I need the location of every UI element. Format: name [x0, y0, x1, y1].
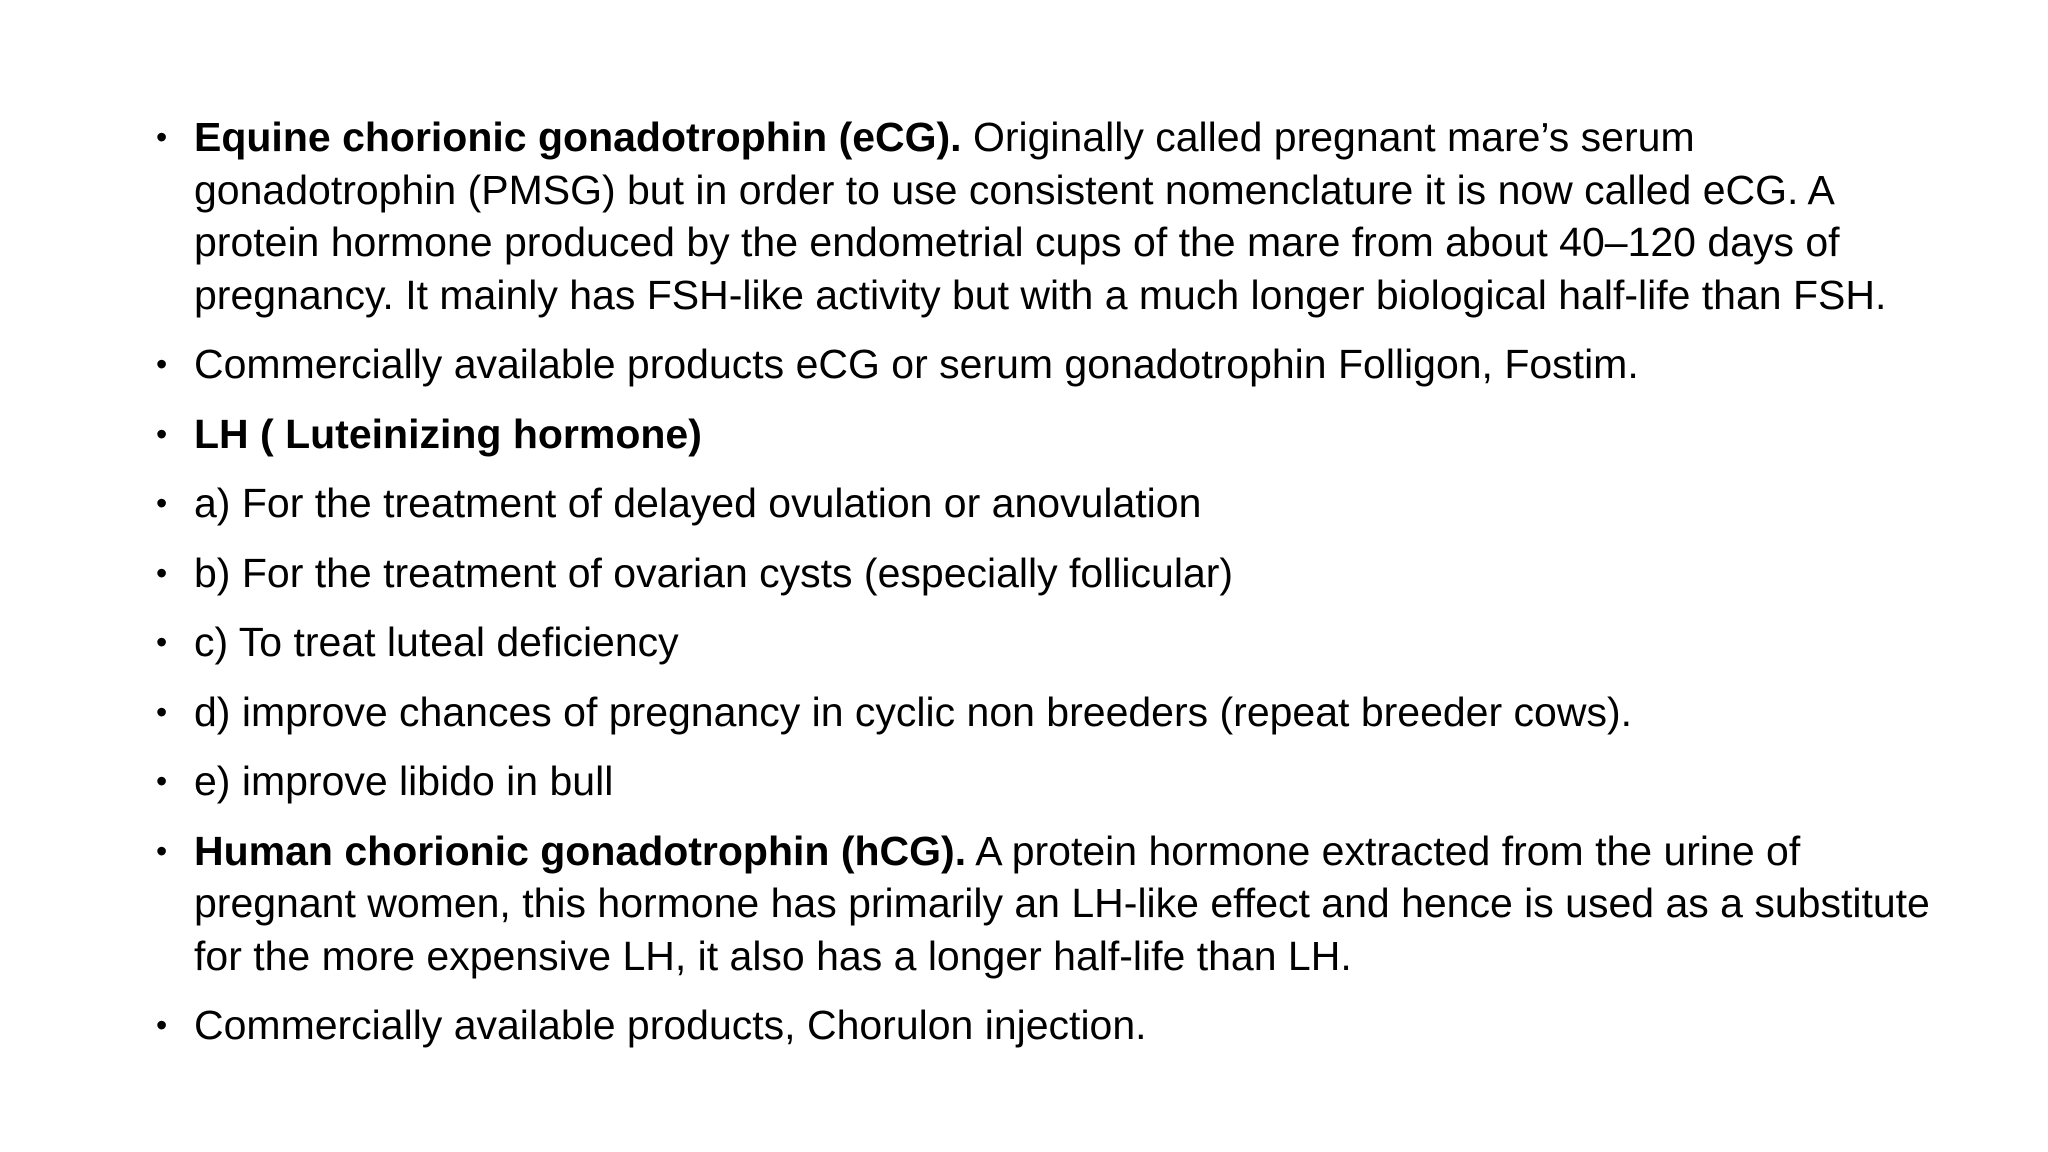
bullet-bold-text: Human chorionic gonadotrophin (hCG). [194, 827, 967, 874]
bullet-lh-b [148, 547, 1948, 600]
bullet-dot: • [156, 554, 168, 591]
bullet-lh-c [148, 616, 1948, 669]
bullet-text: d) improve chances of pregnancy in cyclic non breeders (repeat breeder cows). [194, 688, 1632, 735]
bullet-lh-heading [148, 408, 1948, 461]
bullet-dot: • [156, 415, 168, 452]
bullet-text: a) For the treatment of delayed ovulation or anovulation [194, 480, 1202, 526]
bullet-dot: • [156, 832, 168, 869]
bullet-text: c) To treat luteal deficiency [194, 619, 679, 665]
bullet-list [148, 111, 1948, 1069]
bullet-dot: • [156, 624, 168, 660]
bullet-dot: • [156, 1007, 168, 1043]
bullet-text: Commercially available products eCG or serum gonadotrophin Folligon, Fostim. [194, 341, 1639, 387]
bullet-lh-e [148, 755, 1948, 808]
bullet-lh-a [148, 477, 1948, 530]
bullet-dot: • [156, 763, 168, 799]
bullet-text: e) improve libido in bull [194, 758, 614, 804]
bullet-ecg [148, 111, 1948, 321]
bullet-hcg [148, 825, 1948, 983]
bullet-dot: • [156, 485, 168, 521]
bullet-bold-text: Equine chorionic gonadotrophin (eCG). [194, 114, 962, 160]
bullet-text: A protein hormone extracted from the urine of pregnant women, this hormone has primarily an LH-like effect and hence is used as a substitute for the more expensive LH, it also has a longer half-life than LH. [194, 827, 1930, 979]
bullet-text: Commercially available products, Chorulon injection. [194, 1002, 1147, 1048]
bullet-lh-d [148, 686, 1948, 739]
bullet-ecg-products [148, 338, 1948, 391]
bullet-text: b) For the treatment of ovarian cysts (especially follicular) [194, 549, 1234, 596]
bullet-dot: • [156, 693, 168, 730]
bullet-dot: • [156, 346, 168, 382]
bullet-text: Originally called pregnant mare’s serum gonadotrophin (PMSG) but in order to use consistent nomenclature it is now called eCG. A protein hormone produced by the endometrial cups of the mare from about 40–120 days of pregnancy. It mainly has FSH-like activity but with a much longer biological half-life than FSH. [194, 114, 1887, 318]
bullet-dot: • [156, 119, 168, 155]
bullet-bold-text: LH ( Luteinizing hormone) [194, 410, 702, 457]
bullet-hcg-products [148, 999, 1948, 1052]
